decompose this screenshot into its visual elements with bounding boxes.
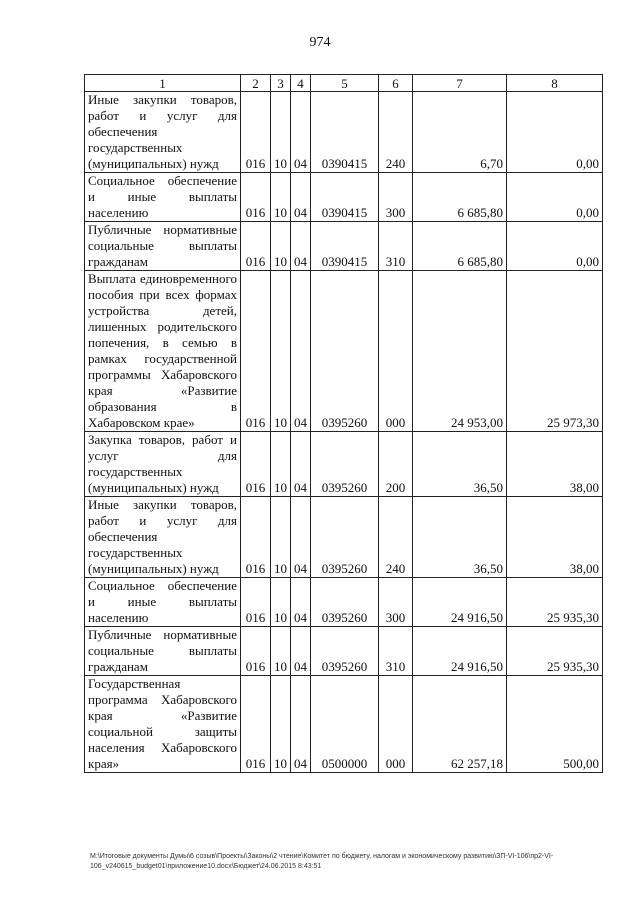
- table-row: [85, 497, 603, 578]
- section-cell: 10: [271, 578, 291, 627]
- amount-year1-cell: 24 916,50: [413, 578, 507, 627]
- row-name-cell: Публичные нормативные социальные выплаты гражданам: [85, 627, 241, 676]
- section-cell: 10: [271, 173, 291, 222]
- page-number: 974: [309, 35, 331, 50]
- subsection-cell: 04: [291, 92, 311, 173]
- table-row: [85, 676, 603, 773]
- section-cell: 10: [271, 222, 291, 271]
- admin-code-cell: 016: [241, 92, 271, 173]
- table-row: [85, 92, 603, 173]
- header-cell: 8: [507, 75, 603, 92]
- amount-year2-cell: 25 935,30: [507, 578, 603, 627]
- expense-type-cell: 310: [379, 222, 413, 271]
- row-name-cell: Публичные нормативные социальные выплаты гражданам: [85, 222, 241, 271]
- target-article-cell: 0390415: [311, 173, 379, 222]
- amount-year2-cell: 0,00: [507, 222, 603, 271]
- budget-table: [84, 74, 603, 773]
- header-cell: 5: [311, 75, 379, 92]
- expense-type-cell: 000: [379, 271, 413, 432]
- amount-year2-cell: 25 935,30: [507, 627, 603, 676]
- amount-year2-cell: 25 973,30: [507, 271, 603, 432]
- amount-year2-cell: 500,00: [507, 676, 603, 773]
- admin-code-cell: 016: [241, 627, 271, 676]
- section-cell: 10: [271, 627, 291, 676]
- admin-code-cell: 016: [241, 173, 271, 222]
- row-name-cell: Закупка товаров, работ и услуг для государственных (муниципальных) нужд: [85, 432, 241, 497]
- subsection-cell: 04: [291, 578, 311, 627]
- amount-year1-cell: 24 916,50: [413, 627, 507, 676]
- subsection-cell: 04: [291, 676, 311, 773]
- target-article-cell: 0395260: [311, 432, 379, 497]
- amount-year2-cell: 0,00: [507, 92, 603, 173]
- expense-type-cell: 240: [379, 92, 413, 173]
- section-cell: 10: [271, 676, 291, 773]
- amount-year2-cell: 0,00: [507, 173, 603, 222]
- amount-year1-cell: 6 685,80: [413, 173, 507, 222]
- table-row: [85, 173, 603, 222]
- section-cell: 10: [271, 432, 291, 497]
- admin-code-cell: 016: [241, 497, 271, 578]
- section-cell: 10: [271, 497, 291, 578]
- table-row: [85, 222, 603, 271]
- amount-year1-cell: 62 257,18: [413, 676, 507, 773]
- table-row: [85, 578, 603, 627]
- expense-type-cell: 300: [379, 173, 413, 222]
- admin-code-cell: 016: [241, 271, 271, 432]
- target-article-cell: 0390415: [311, 222, 379, 271]
- target-article-cell: 0395260: [311, 271, 379, 432]
- subsection-cell: 04: [291, 497, 311, 578]
- header-cell: 6: [379, 75, 413, 92]
- table-row: [85, 627, 603, 676]
- admin-code-cell: 016: [241, 676, 271, 773]
- expense-type-cell: 000: [379, 676, 413, 773]
- header-cell: 3: [271, 75, 291, 92]
- header-cell: 7: [413, 75, 507, 92]
- table-body: [85, 92, 603, 773]
- file-path-footer: M:\Итоговые документы Думы\6 созыв\Проекты\Законы\2 чтение\Комитет по бюджету, налогам и экономическому развитию\ЗП-VI-106\пр2-VI-106_v240615_budget01\приложение10.docx\Бюджет\24.06.2015 8:43:51: [90, 853, 554, 870]
- subsection-cell: 04: [291, 173, 311, 222]
- amount-year1-cell: 6,70: [413, 92, 507, 173]
- section-cell: 10: [271, 271, 291, 432]
- target-article-cell: 0395260: [311, 578, 379, 627]
- expense-type-cell: 300: [379, 578, 413, 627]
- admin-code-cell: 016: [241, 432, 271, 497]
- amount-year1-cell: 24 953,00: [413, 271, 507, 432]
- target-article-cell: 0395260: [311, 497, 379, 578]
- amount-year1-cell: 36,50: [413, 432, 507, 497]
- admin-code-cell: 016: [241, 578, 271, 627]
- admin-code-cell: 016: [241, 222, 271, 271]
- subsection-cell: 04: [291, 271, 311, 432]
- header-cell: 1: [85, 75, 241, 92]
- section-cell: 10: [271, 92, 291, 173]
- table-row: [85, 432, 603, 497]
- amount-year2-cell: 38,00: [507, 432, 603, 497]
- table-row: [85, 271, 603, 432]
- subsection-cell: 04: [291, 222, 311, 271]
- amount-year2-cell: 38,00: [507, 497, 603, 578]
- row-name-cell: Иные закупки товаров, работ и услуг для обеспечения государственных (муниципальных) нужд: [85, 497, 241, 578]
- target-article-cell: 0395260: [311, 627, 379, 676]
- expense-type-cell: 310: [379, 627, 413, 676]
- expense-type-cell: 200: [379, 432, 413, 497]
- target-article-cell: 0390415: [311, 92, 379, 173]
- row-name-cell: Государственная программа Хабаровского края «Развитие социальной защиты населения Хабаровского края»: [85, 676, 241, 773]
- row-name-cell: Выплата единовременного пособия при всех формах устройства детей, лишенных родительского попечения, в семью в рамках государственной программы Хабаровского края «Развитие образования в Хабаровском крае»: [85, 271, 241, 432]
- amount-year1-cell: 36,50: [413, 497, 507, 578]
- table-header-row: [85, 75, 603, 92]
- target-article-cell: 0500000: [311, 676, 379, 773]
- row-name-cell: Социальное обеспечение и иные выплаты населению: [85, 173, 241, 222]
- expense-type-cell: 240: [379, 497, 413, 578]
- subsection-cell: 04: [291, 627, 311, 676]
- header-cell: 4: [291, 75, 311, 92]
- subsection-cell: 04: [291, 432, 311, 497]
- amount-year1-cell: 6 685,80: [413, 222, 507, 271]
- row-name-cell: Иные закупки товаров, работ и услуг для обеспечения государственных (муниципальных) нужд: [85, 92, 241, 173]
- row-name-cell: Социальное обеспечение и иные выплаты населению: [85, 578, 241, 627]
- header-cell: 2: [241, 75, 271, 92]
